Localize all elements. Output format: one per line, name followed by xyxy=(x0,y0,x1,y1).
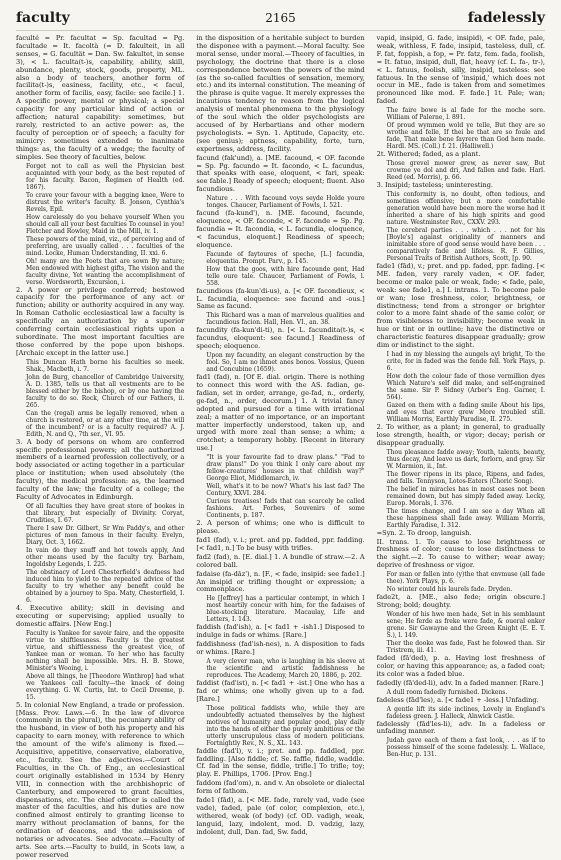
citation-quote: Judah gave each of them a fast look, . . . as if to possess himself of the scene fadelessly. L. Wallace, Ben-Hur, p. 131. xyxy=(386,737,545,759)
dictionary-entry: fad1 (fad), n. [Of E. dial. origin. There is nothing to connect this word with the AS. fadian, ge-fadian, set in order, arrange, ge-fad, n., orderly, ge-fad, n., order, decorum.] 1. A trivial fancy adopted and pursued for a time with irrational zeal; a matter of no importance, or an important matter imperfectly understood, taken up, and urged with more zeal than sense; a whim; a crotchet; a temporary hobby. [Recent in literary use.] xyxy=(196,373,365,453)
citation-quote: He [Jeffrey] has a particular contempt, in which I most heartily concur with him, for the fadaises of blue-stocking literature. Macaulay, Life and Letters, I. 143. xyxy=(206,595,365,624)
dictionary-entry: facundious (fa-kun'di-us), a. [< OF. facondieux, < L. facundia, eloquence: see facund and -ous.] Same as facund. xyxy=(196,286,365,311)
citation-quote: The times change, and I am see a day When all these happiness shall fade away. William Morris, Earthly Paradise, I. 312. xyxy=(386,507,545,529)
dictionary-entry: 3. Insipid; tasteless; uninteresting. xyxy=(376,181,494,190)
dictionary-entry: fadaise (fa-dāz'), n. [F., < fade, insipid: see fade1.] An insipid or trifling thought or expression; a commonplace. xyxy=(196,569,365,594)
dictionary-entry: faddist (fad'ist), n. [< fad1 + -ist.] One who has a fad or whims; one wholly given up to a fad. [Rare.] xyxy=(196,678,365,703)
dictionary-entry: 4. Executive ability; skill in devising and executing or supervising; applied usually to domestic affairs. [New Eng.] xyxy=(16,603,185,628)
citation-quote: In vain do they snuff and hot towels apply, And other means used by the faculty try. Barham, Ingoldsby Legends, I. 225. xyxy=(26,546,185,568)
citation-quote: The cerebral parties . . . which . . . not for his [Boyle's] against originality of manners and inimitable store of good sense would have been . . . comparatively fade and lifeless. R. F. Gillies, Personal Traits of British Authors, Scott, [p. 90. xyxy=(386,226,545,262)
citation-quote: "It is your favourite fad to draw plans." "Fad to draw plans!" Do you think I only care about my fellow-creatures' houses in that childish way?" George Eliot, Middlemarch, iv. xyxy=(206,454,365,483)
citation-quote: How carelessly do you behave yourself When you should call all your best faculties To counsel in you! Fletcher and Rowley, Maid in the Mill, iv. 1. xyxy=(26,213,185,235)
citation-quote: Nature . . . With facound voys seyde Holde youre tonges. Chaucer, Parliament of Fowls, l. 521. xyxy=(206,195,365,210)
citation-quote: This conformity is, no doubt, often tedious, and sometimes offensive; but a more comfortable generation would have been more the worse had it inherited a share of his high spirits and good nature. Westminster Rev., CXXV. 293. xyxy=(386,190,545,226)
citation-quote: Faculty is Yankee for savoir faire, and the opposite virtue to shiftlessness. Faculty is the greatest virtue, and shiftlessness the greatest vice, of Yankee man or woman. To her who has faculty nothing shall be impossible. Mrs. H. B. Stowe, Minister's Wooing, i. xyxy=(26,629,185,672)
guide-word-left: faculty xyxy=(16,10,70,26)
page-number: 2165 xyxy=(265,11,296,25)
dictionary-entry: fade2t, a. [ME., also fede; origin obscure.] Strong; bold; doughty. xyxy=(376,593,545,610)
citation-quote: The belief in miracles has in most cases not been remained down, but has simply faded away. Lecky, Europ. Morals, I. 376. xyxy=(386,485,545,507)
citation-quote: I had in my blessing the aungels ayl bright, To the crite, for in faded was the fende fell. York Plays, p. 6. xyxy=(386,350,545,372)
citation-quote: Oh! many are the Poets that are sown By nature; Men endowed with highest gifts, The vision and the faculty divine, Yet wanting the accomplishment of verse. Wordsworth, Excursion, i. xyxy=(26,257,185,286)
dictionary-entry: fad2 (fad), n. [E. dial.] 1. A bundle of straw.—2. A colored ball. xyxy=(196,552,365,569)
citation-quote: Of proud wymmen wold ye tellе, But they are so wrothe and felle, If thei be that are so foule and fade, That make bene fayrere than God hem made. Hardl. MS. (Coll.) f. 21. (Halliwell.) xyxy=(386,122,545,151)
dictionary-entry: =Syn. 2. To droop, languish. xyxy=(376,528,472,537)
dictionary-entry: facundity (fa-kun'di-ti), n. [< L. facunditа(t-)s, < facundus, eloquent: see facund.] Readiness of speech; eloquence. xyxy=(196,326,365,351)
citation-quote: How that the goos, with hire facounde gent, Had telle oure tale. Chaucer, Parliament of Fowls, l. 558. xyxy=(206,265,365,287)
citation-quote: The faire bowe is al fade for the moche sore. William of Palerne, l. 891. xyxy=(386,107,545,122)
running-header xyxy=(16,8,545,31)
citation-quote: Can the (regal) arms be legally removed, when a church is restored, or at any other time, at the will of the incumbent? or is a faculty required? A. J. Edith, N. and Q., 7th ser., VI. 95. xyxy=(26,409,185,438)
citation-quote: There I saw Dr. Gilbert, Sr Wm Paddy's, and other pictures of men famous in their faculty. Evelyn, Diary, Oct. 3, 1662. xyxy=(26,524,185,546)
dictionary-entry: II. trans. 1. To cause to lose brightness or freshness of color; cause to lose distinctness to the sight.—2. To cause to wither; wear away; deprive of freshness or vigor. xyxy=(376,537,545,570)
dictionary-entry: fadedly (fā'ded-li), adv. In a faded manner. [Rare.] xyxy=(376,678,544,687)
citation-quote: Curious treatises! fads that can scarcely be called fashions. Art. Forbes, Souvenirs of some Continents, p. 187. xyxy=(206,498,365,520)
dictionary-entry: faddom (fad'om), n. and v. An obsolete or dialectal form of fathom. xyxy=(196,779,365,796)
dictionary-entry: vapid, insipid, G. fade, insipid), < OF. fade, pale, weak, withless, F. fade, insipid, tasteless, dull, cf. F. fat, foppish, a fop, = Pr. fatz, fem. fada, foolish, = It. fatuo, insipid, dull, flat, heavy (cf. L. fa-, tr-), < L. fatuus, foolish, silly, insipid, tasteless: see fatuous. In the sense of 'insipid,' which does not occur in ME., fade is taken from and sometimes pronounced like mod. F. fade.] 1t. Pale; wan; faded. xyxy=(376,34,545,106)
citation-quote: Those political faddists who, while they are undoubtedly actuated themselves by the highest motives of humanity and popular good, play daily into the hands of either the purely ambitious or the utterly unscrupulous class of modern politicians. Fortnightly Rev., N. S., XL. 143. xyxy=(206,704,365,747)
citation-quote: Wonder of his hwe men hade, Set in his semblaunt sene; He ferde as freke were fade, & oueral enker grene. Sir Gawayne and the Green Knight (E. E. T. S.), l. 149. xyxy=(386,611,545,639)
citation-quote: A dull room fadedly furnished. Dickens. xyxy=(386,688,508,696)
citation-quote: John de Burg, chancellor of Cambridge University, A. D. 1385, tells us that all vestments are to be blessed either by the bishop, or by one having the faculty to do so. Rock, Church of our Fathers, ii. 265. xyxy=(26,373,185,409)
citation-quote: This Richard was a man of marvelous qualities and facundious facion. Hall, Hen. VI., an. 38. xyxy=(206,312,365,327)
citation-quote: A very clever man, who is laughing in his sleeve at the scientific and artistic faddishness he reproduces. The Academy, March 20, 1886, p. 202. xyxy=(206,657,365,679)
column-right xyxy=(377,35,545,795)
dictionary-entry: in the disposition of a heritable subject to burden the disponee with a payment.—Moral faculty. See moral sense, under moral.—Theory of faculties, in psychology, the doctrine that there is a close correspondence between the powers of the mind (as the so-called faculties of sensation, memory, etc.) and its internal constitution. The meaning of the phrase is quite vague. It merely expresses the incautious tendency to reason from the logical analysis of mental phenomena to the physiology of the soul which the older psychologists are accused of by Herbartians and other modern psychologists. = Syn. 1. Aptitude, Capacity, etc. (see genius); aptness, capability, forte, turn, expertness, address, facility. xyxy=(196,34,365,153)
dictionary-entry: 3. A body of persons on whom are conferred specific professional powers; all the authorized members of a learned profession collectively, or a body associated or acting together in a particular place or institution; when used absolutely (the faculty), the medical profession: as, the learned faculty of the law; the faculty of a college; the Faculty of Advocates in Edinburgh. xyxy=(16,437,185,501)
citation-quote: Those grevel mower grew, as never saw, But crowme ye dol and dri, And fallen and fade. Harl. Reed (ed. Morris), p. 66. xyxy=(386,160,545,182)
citation-quote: To crave your favour with a begging knee, Were to distrust the writer's faculty. B. Jonson, Cynthia's Revels, Epil. xyxy=(26,191,185,213)
dictionary-entry: 5. In colonial New England, a trade or profession. [Mass. Prov. Laws.—6. In the law of divorce (commonly in the plural), the pecuniary ability of the husband, in view of both his property and his capacity to earn money, with reference to which the amount of the wife's alimony is fixed.—Acquisitive, appetitive, conservative, elaborative, etc., faculty. See the adjectives.—Court of Faculties, in the Ch. of Eng., an ecclesiastical court originally established in 1534 by Henry VIII, in connection with the archbishopric of Canterbury, and empowered to grant faculties, dispensations, etc. The chief officer is called the master of the faculties, and his duties are now confined almost entirely to granting license to marry without proclamation of banns, for the ordination of deacons, and the admission of notaries or advocates. See advocate.—Faculty of arts. See arts.—Faculty to build, in Scots law, a power reserved xyxy=(16,700,185,859)
guide-word-right: fadelessly xyxy=(467,10,545,26)
citation-quote: Ther the dooke was fade, Fast he folowed than. Sir Tristrem, iii. 41. xyxy=(386,640,545,654)
citation-quote: The obstinacy of Lord Chesterfield's deafness had induced him to yield to the repeated advice of the faculty to try whether any benefit could be obtained by a journey to Spa. Maty, Chesterfield, I. 6. xyxy=(26,568,185,604)
dictionary-entry: fadelessly (fād'les-li), adv. In a fadeless or unfading manner. xyxy=(376,719,545,736)
citation-quote: Well, what's it to be now? What's his last fad? The Century, XXVI. 284. xyxy=(206,483,365,498)
dictionary-entry: fad1 (fad), v. i.; pret. and pp. fadded, ppr. fadding. [< fad1, n.] To be busy with trifles. xyxy=(196,535,365,552)
text-columns xyxy=(16,34,545,859)
citation-quote: Facunde of faytoures of speche, [L.] facundia, eloquentia. Prompt. Parv., p. 145. xyxy=(206,250,365,265)
dictionary-entry: 2. A power or privilege conferred; bestowed capacity for the performance of any act or function; ability or authority acquired in any way. In Roman Catholic ecclesiastical law a faculty is specifically an authorization by a superior conferring certain ecclesiastical rights upon a subordinate. The most important faculties are those conferred by the pope upon bishops. [Archaic except in the latter use.] xyxy=(16,285,185,357)
citation-quote: These powers of the mind, viz., of perceiving and of preferring, are usually called . . . faculties of the mind. Locke, Human Understanding, II. xxi. 6. xyxy=(26,235,185,257)
citation-quote: Above all things, he [Theodore Winthrop] had what we Yankees call faculty—the knack of doing everything. G. W. Curtis, Int. to Cecil Dreeme, p. 15. xyxy=(26,672,185,701)
dictionary-entry: 2. To wither, as a plant; in general, to gradually lose strength, health, or vigor; decay; perish or disappear gradually. xyxy=(376,422,545,447)
citation-quote: No winter could his laurels fade. Dryden. xyxy=(386,586,513,594)
citation-quote: Thou pleasance fadde away; Youth, talents, beauty, thus decay, And leave us dark, forlorn, and gray. Sir W. Marmion, ii., Int. xyxy=(386,448,545,470)
citation-quote: How doth the colour fade of those vermillion dyes Which Nature's self did make, and self-engrained the same. Sir P. Sidney (Arber's Eng. Garner, I. 564). xyxy=(386,372,545,401)
dictionary-entry: faddle (fad'l), v. i.; pret. and pp. faddled, ppr. faddling. [Also fiddle; cf. Se. faffle, fiddle, waddle. Cf. fad in the sense, fiddle, trifle.] To trifle; toy; play. E. Phillips, 1706. [Prov. Eng.] xyxy=(196,746,365,779)
dictionary-entry: faded (fā'ded), p. a. Having lost freshness of color, or having this appearance; as, a faded coat; its color was a faded blue. xyxy=(376,654,545,678)
dictionary-entry: fadeless (fād'les), a. [< fade1 + -less.] Unfading. xyxy=(376,695,539,704)
dictionary-entry: fade1 (fād), v.; pret. and pp. faded, ppr. fading. [< ME. faden, very rarely vaden, < OF. fader, become or make pale or weak, fade; < fade, pale, weak: see fade1, a.] I. intrans. 1. To become pale or wan; lose freshness, color, brightness, or distinctness; tend from a stronger or brighter color to a more faint shade of the same color, or from visibleness to invisibility; become weak in hue or tint or in outline; have the distinctive or characteristic features disappear gradually; grow dim or indistinct to the sight. xyxy=(376,261,545,350)
citation-quote: This Duncan Hath borne his faculties so meek. Shak., Macbeth, i. 7. xyxy=(26,358,185,373)
citation-quote: A gentle lift its side inclines, Lovely in England's fadeless green. J. Halleck, Alnwick Castle. xyxy=(386,705,545,720)
column-middle xyxy=(196,34,365,836)
citation-quote: Upon my facundity, an elegant construction by the fool. So, I am no ihmet anes bonos. Vossius, Queen and Concubine (1659). xyxy=(206,352,365,374)
dictionary-entry: faculté = Pr. facultat = Sp. facultad = Pg. facultade = It. facoltà (= D. fakulteit, in all senses, = G. facultät = Dan. Sw. fakultet, in sense 3), < L. facultа(t-)s, capability, ability, skill, abundance, plenty, stock, goods, property, ML. also a body of teachers, another form of facilita(t-)s, easiness, facility, etc., < facul, another form of facilis, easy, facile: see facile.] 1. A specific power, mental or physical; a special capacity for any particular kind of action or affection; natural capability: sometimes, but rarely, restricted to an active power: as, the faculty of perception or of speech; a faculty for mimicry: sometimes extended to inanimate things: as, the faculty of a wedge; the faculty of simples. See theory of faculties, below. xyxy=(16,34,185,161)
citation-quote: For man or fallen into (y)the that envmuse (all fade thee). York Plays, p. 6. xyxy=(386,571,545,586)
citation-quote: Forget not to call as well the Physician best acquainted with your body, as the best reputed of for his faculty. Bacon, Regimen of Health (ed. 1867). xyxy=(26,162,185,191)
dictionary-entry: 2t. Withered; faded, as a plant. xyxy=(376,150,481,159)
dictionary-entry: faddish (fad'ish), a. [< fad1 + -ish1.] Disposed to indulge in fads or whims. [Rare.] xyxy=(196,623,365,640)
dictionary-entry: fade1 (fād), a. [< ME. fade, rarely vad, vade (see vade), faded, pale (of color, complexion, etc.), withered, weak (of body) (cf. OD. vadigh, weak, languid, lazy, indolent, mod. D. vadzig, lazy, indolent, dull, Dan. fad, Sw. fadd, xyxy=(196,796,365,836)
dictionary-entry: faddishness (fad'ish-nes), n. A disposition to fads or whims. [Rare.] xyxy=(196,640,365,657)
dictionary-entry: facund (fa-kund'), n. [ME. facound, facunde, eloquence, < OF. faconde, < F. faconde = Sp. Pg. facundia = It. facondia, < L. facundia, eloquence, < facundus, eloquent.] Readiness of speech; eloquence. xyxy=(196,209,365,249)
column-left xyxy=(16,34,185,859)
dictionary-entry: 2. A person of whims; one who is difficult to please. xyxy=(196,519,365,536)
citation-quote: Gazed on them with a fading smile About his lips, and eyes that ever grew More troubled still. William Morris, Earthly Paradise, II. 275. xyxy=(386,401,545,423)
citation-quote: The flower ripens in its place, Ripens, and fades, and falls. Tennyson, Lotos-Eaters (Choric Song). xyxy=(386,470,545,485)
dictionary-entry: facund (fak'und), a. [ME. facound, < OF. faconde = Sp. Pg. facundo = It. facondo, < L. facundus, that speaks with ease, eloquent, < fari, speak: see fable.] Ready of speech; eloquent; fluent. Also facundious. xyxy=(196,153,365,194)
citation-quote: Of all faculties they have great store of bookes in that library, but especially of Divinity. Coryat, Crudities, I. 67. xyxy=(26,502,185,524)
